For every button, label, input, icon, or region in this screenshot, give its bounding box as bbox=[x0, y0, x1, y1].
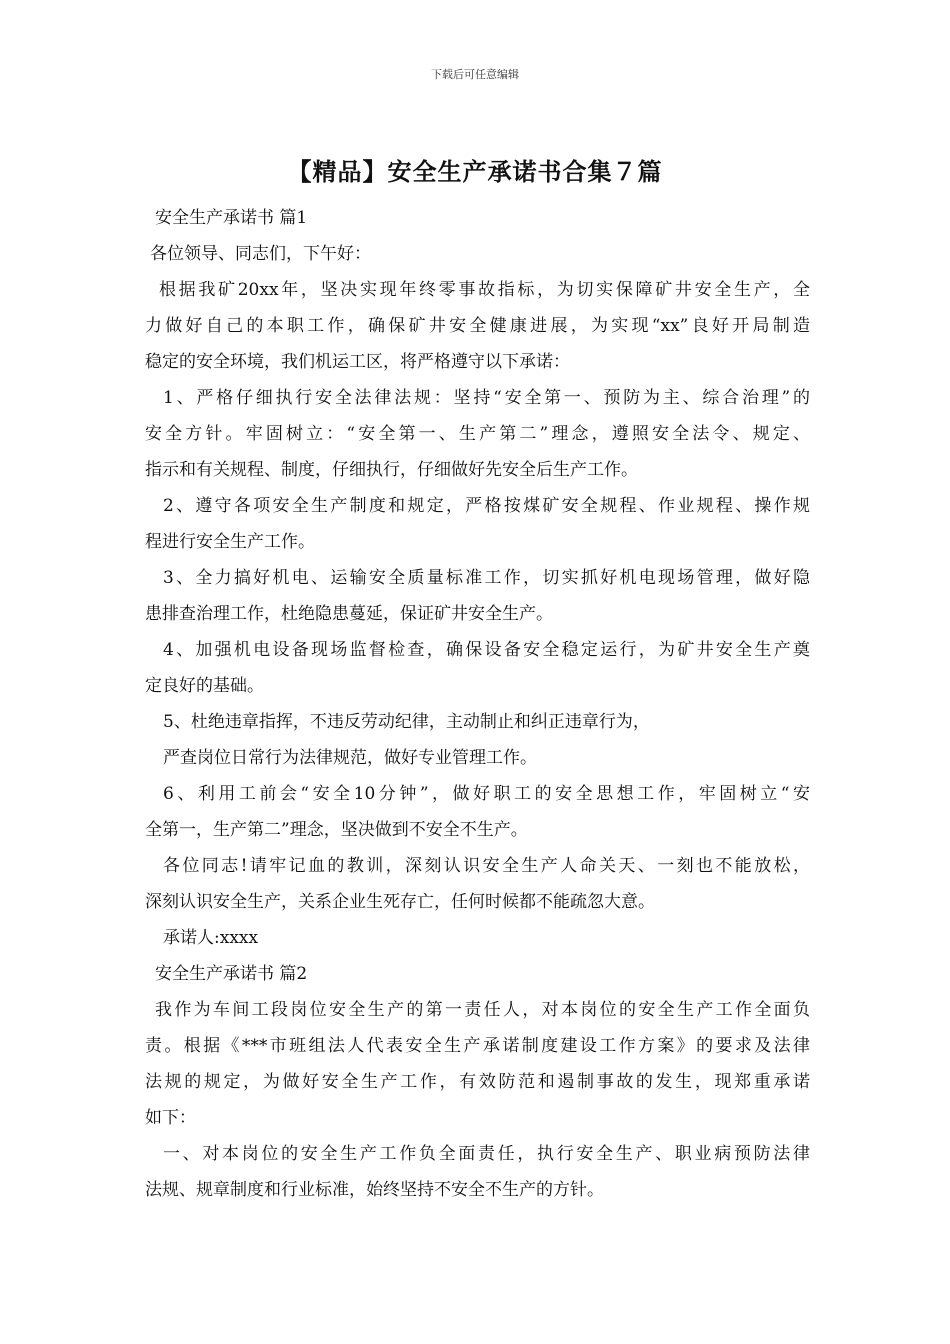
signature-line: 承诺人:xxxx bbox=[163, 928, 259, 948]
paragraph-line: 深刻认识安全生产，关系企业生死存亡，任何时候都不能疏忽大意。 bbox=[145, 892, 655, 912]
paragraph-line: 如下： bbox=[145, 1108, 196, 1128]
paragraph-line: 2、遵守各项安全生产制度和规定，严格按煤矿安全规程、作业规程、操作规 bbox=[163, 496, 810, 516]
paragraph-line: 严查岗位日常行为法律规范，做好专业管理工作。 bbox=[163, 748, 537, 768]
paragraph-line: 各位同志!请牢记血的教训，深刻认识安全生产人命关天、一刻也不能放松， bbox=[163, 856, 810, 876]
paragraph-line: 定良好的基础。 bbox=[145, 676, 264, 696]
paragraph-line: 法规、规章制度和行业标准，始终坚持不安全不生产的方针。 bbox=[145, 1180, 604, 1200]
paragraph-line: 我作为车间工段岗位安全生产的第一责任人，对本岗位的安全生产工作全面负 bbox=[155, 1000, 810, 1020]
paragraph-line: 法规的规定，为做好安全生产工作，有效防范和遏制事故的发生，现郑重承诺 bbox=[145, 1072, 810, 1092]
paragraph-line: 力做好自己的本职工作，确保矿井安全健康进展，为实现“xx”良好开局制造 bbox=[145, 316, 810, 336]
paragraph-line: 稳定的安全环境，我们机运工区，将严格遵守以下承诺： bbox=[145, 352, 570, 372]
paragraph-line: 全第一，生产第二”理念，坚决做到不安全不生产。 bbox=[145, 820, 528, 840]
paragraph-line: 5、杜绝违章指挥，不违反劳动纪律，主动制止和纠正违章行为， bbox=[163, 712, 650, 732]
document-body bbox=[145, 200, 810, 1208]
paragraph-line: 根据我矿20xx年，坚决实现年终零事故指标，为切实保障矿井安全生产，全 bbox=[159, 280, 810, 300]
paragraph-line: 责。根据《***市班组法人代表安全生产承诺制度建设工作方案》的要求及法律 bbox=[145, 1036, 810, 1056]
section-heading-1: 安全生产承诺书 篇1 bbox=[155, 208, 308, 228]
paragraph-line: 程进行安全生产工作。 bbox=[145, 532, 315, 552]
paragraph-line: 患排查治理工作，杜绝隐患蔓延，保证矿井安全生产。 bbox=[145, 604, 553, 624]
page-header: 下载后可任意编辑 bbox=[431, 68, 519, 81]
paragraph-line: 1、严格仔细执行安全法律法规：坚持“安全第一、预防为主、综合治理”的 bbox=[163, 388, 810, 408]
document-title: 【精品】安全生产承诺书合集７篇 bbox=[287, 158, 663, 186]
paragraph-line: 6、利用工前会“安全10分钟”，做好职工的安全思想工作，牢固树立“安 bbox=[163, 784, 810, 804]
paragraph-line: 指示和有关规程、制度，仔细执行，仔细做好先安全后生产工作。 bbox=[145, 460, 638, 480]
paragraph-line: 一、对本岗位的安全生产工作负全面责任，执行安全生产、职业病预防法律 bbox=[163, 1144, 810, 1164]
paragraph-line: 3、全力搞好机电、运输安全质量标准工作，切实抓好机电现场管理，做好隐 bbox=[163, 568, 810, 588]
section-heading-2: 安全生产承诺书 篇2 bbox=[155, 964, 308, 984]
greeting: 各位领导、同志们，下午好： bbox=[150, 244, 371, 264]
paragraph-line: 安全方针。牢固树立：“安全第一、生产第二”理念，遵照安全法令、规定、 bbox=[145, 424, 810, 444]
paragraph-line: 4、加强机电设备现场监督检查，确保设备安全稳定运行，为矿井安全生产奠 bbox=[163, 640, 810, 660]
